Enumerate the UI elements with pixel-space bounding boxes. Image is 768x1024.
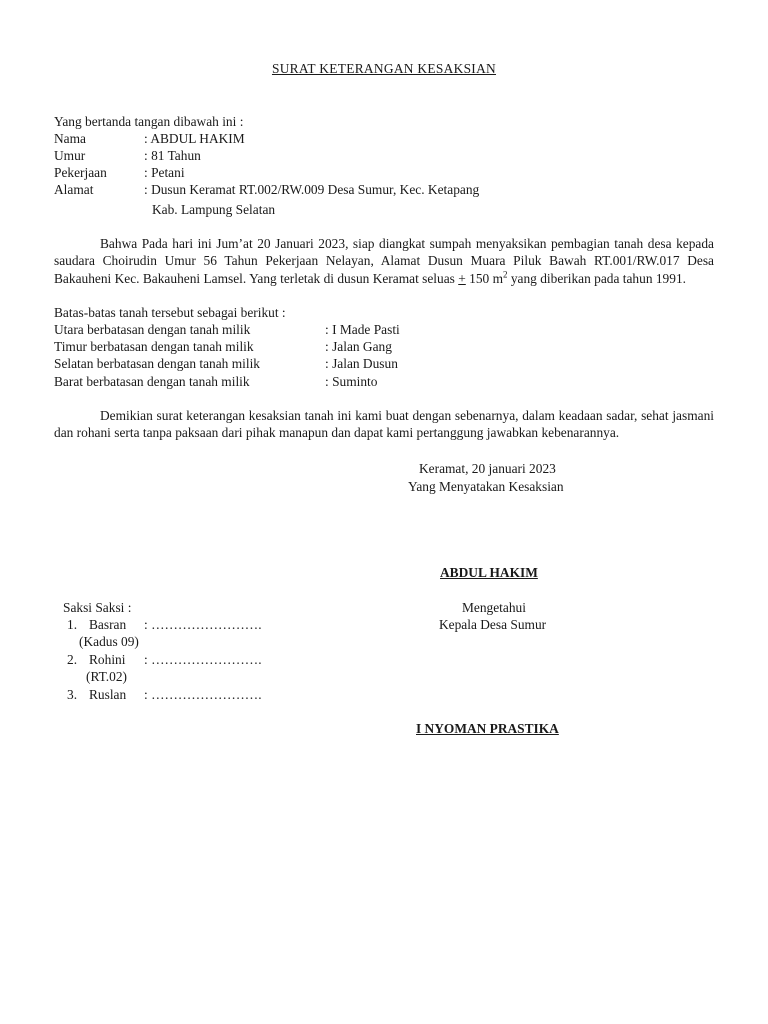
paragraph-closing [54, 407, 714, 442]
witness-header: Saksi Saksi : [63, 600, 132, 615]
declarant-name: ABDUL HAKIM [440, 565, 538, 580]
witness-1-signature-line: : ……………………. [144, 617, 262, 632]
boundary-west-label: Barat berbatasan dengan tanah milik [54, 374, 250, 389]
identity-job-label: Pekerjaan [54, 165, 107, 180]
area-unit-superscript: 2 [503, 269, 508, 280]
witness-2-name: Rohini [89, 652, 126, 667]
document-title: SURAT KETERANGAN KESAKSIAN [271, 61, 497, 76]
identity-age-label: Umur [54, 148, 86, 163]
witness-1-name: Basran [89, 617, 127, 632]
intro-line: Yang bertanda tangan dibawah ini : [54, 114, 244, 129]
year-given: yang diberikan pada tahun 1991. [507, 270, 686, 286]
place-date: Keramat, 20 januari 2023 [419, 461, 556, 476]
witness-1-number: 1. [67, 617, 78, 632]
paragraph-testimony [54, 235, 714, 287]
declarant-label: Yang Menyatakan Kesaksian [408, 479, 564, 494]
witness-3-name: Ruslan [89, 687, 127, 702]
boundary-south-label: Selatan berbatasan dengan tanah milik [54, 356, 260, 371]
witness-3-number: 3. [67, 687, 78, 702]
plus-minus-sign: + [458, 270, 466, 286]
identity-name-label: Nama [54, 131, 86, 146]
boundary-south-value: : Jalan Dusun [325, 356, 398, 371]
village-head-name: I NYOMAN PRASTIKA [416, 721, 559, 736]
boundary-east-label: Timur berbatasan dengan tanah milik [54, 339, 254, 354]
boundary-north-label: Utara berbatasan dengan tanah milik [54, 322, 251, 337]
testimony-text: Bahwa Pada hari ini Jum’at 20 Januari 2023, siap diangkat sumpah menyaksikan pembagian tanah desa kepada saudara Choirudin Umur 56 Tahun Pekerjaan Nelayan, Alamat Dusun Muara Piluk Bawah RT.001/RW.017 Desa Bakauheni Kec. Bakauheni Lamsel. Yang terletak di dusun Keramat seluas [54, 236, 714, 286]
identity-name-value: : ABDUL HAKIM [144, 131, 245, 146]
boundary-north-value: : I Made Pasti [325, 322, 400, 337]
witness-3-signature-line: : ……………………. [144, 687, 262, 702]
witness-2-role: (RT.02) [86, 669, 127, 684]
identity-age-value: : 81 Tahun [144, 148, 201, 163]
identity-address-label: Alamat [54, 182, 94, 197]
witness-2-signature-line: : ……………………. [144, 652, 262, 667]
boundary-east-value: : Jalan Gang [325, 339, 392, 354]
witness-1-role: (Kadus 09) [79, 634, 139, 649]
land-area: 150 m [465, 270, 503, 286]
boundaries-intro: Batas-batas tanah tersebut sebagai berikut : [54, 305, 286, 320]
village-head-title: Kepala Desa Sumur [439, 617, 547, 632]
boundary-west-value: : Suminto [325, 374, 378, 389]
identity-address-continuation: Kab. Lampung Selatan [152, 202, 276, 217]
identity-job-value: : Petani [144, 165, 185, 180]
acknowledge-label: Mengetahui [462, 600, 526, 615]
identity-address-value: : Dusun Keramat RT.002/RW.009 Desa Sumur, Kec. Ketapang [144, 182, 480, 197]
witness-2-number: 2. [67, 652, 78, 667]
closing-text: Demikian surat keterangan kesaksian tanah ini kami buat dengan sebenarnya, dalam keadaan sadar, sehat jasmani dan rohani serta tanpa paksaan dari pihak manapun dan dapat kami pertanggung jawabkan kebenarannya. [54, 408, 714, 441]
